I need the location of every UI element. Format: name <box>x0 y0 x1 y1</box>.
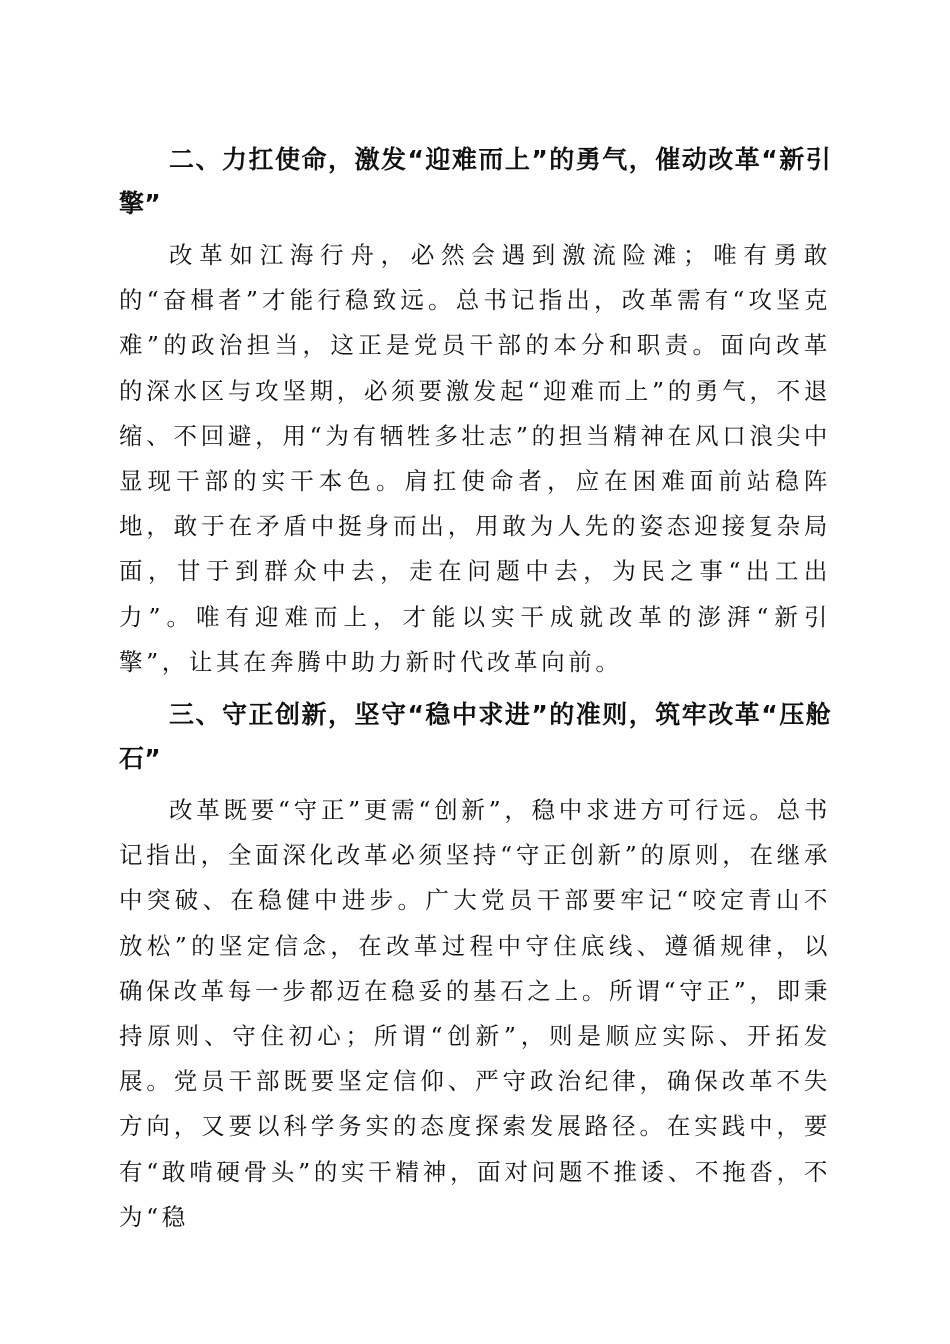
section-paragraph-3: 改革既要“守正”更需“创新”，稳中求进方可行远。总书记指出，全面深化改革必须坚持“守正创新”的原则，在继承中突破、在稳健中进步。广大党员干部要牢记“咬定青山不放松”的坚定信念，在改革过程中守住底线、遵循规律，以确保改革每一步都迈在稳妥的基石之上。所谓“守正”，即秉持原则、守住初心；所谓“创新”，则是顺应实际、开拓发展。党员干部既要坚定信仰、严守政治纪律，确保改革不失方向，又要以科学务实的态度探索发展路径。在实践中，要有“敢啃硬骨头”的实干精神，面对问题不推诿、不拖沓，不为“稳 <box>119 796 831 1231</box>
section-paragraph-2: 改革如江海行舟，必然会遇到激流险滩；唯有勇敢的“奋楫者”才能行稳致远。总书记指出，改革需有“攻坚克难”的政治担当，这正是党员干部的本分和职责。面向改革的深水区与攻坚期，必须要激发起“迎难而上”的勇气，不退缩、不回避，用“为有牺牲多壮志”的担当精神在风口浪尖中显现干部的实干本色。肩扛使命者，应在困难面前站稳阵地，敢于在矛盾中挺身而出，用敢为人先的姿态迎接复杂局面，甘于到群众中去，走在问题中去，为民之事“出工出力”。唯有迎难而上，才能以实干成就改革的澎湃“新引擎”，让其在奔腾中助力新时代改革向前。 <box>119 241 831 676</box>
document-body <box>119 138 831 1240</box>
section-heading-3: 三、守正创新，坚守“稳中求进”的准则，筑牢改革“压舱石” <box>119 700 831 774</box>
section-heading-2: 二、力扛使命，激发“迎难而上”的勇气，催动改革“新引擎” <box>119 145 831 218</box>
